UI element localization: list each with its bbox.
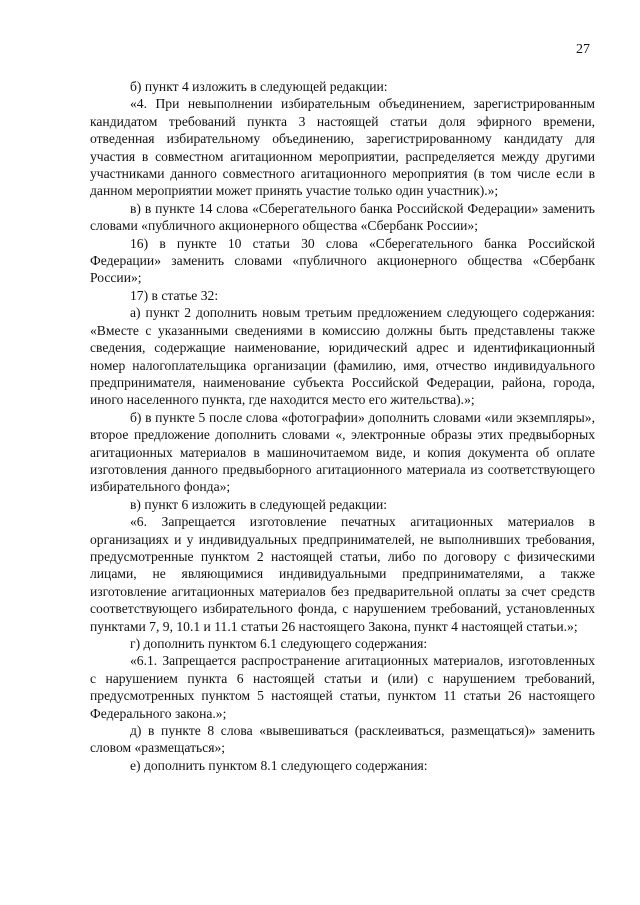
paragraph-v-item6: в) пункт 6 изложить в следующей редакции: (130, 496, 388, 512)
page-number: 27 (576, 42, 590, 57)
paragraph-16: 16) в пункте 10 статьи 30 слова «Сберегательного банка Российской Федерации» заменить словами «публичного акционерного общества «Сбербанк России»; (90, 235, 595, 286)
paragraph-b-item4: б) пункт 4 изложить в следующей редакции: (130, 79, 388, 94)
paragraph-g-item6-1: г) дополнить пунктом 6.1 следующего содержания: (130, 636, 428, 651)
paragraph-a-item2: а) пункт 2 дополнить новым третьим предложением следующего содержания: «Вместе с указанными сведениями в комиссию должны быть представлены также сведения, содержащие наименование, юридический адрес и идентификационный номер налогоплательщика организации (фамилию, имя, отчество индивидуального предпринимателя, наименование субъекта Российской Федерации, района, города, иного населенного пункта, где находится место его жительства).»; (90, 305, 595, 408)
paragraph-b-item5: б) в пункте 5 после слова «фотографии» дополнить словами «или экземпляры», второе предложение дополнить словами «, электронные образы этих предвыборных агитационных материалов в машиночитаемом виде, и копия документа об оплате изготовления данного предвыборного агитационного материала из соответствующего избирательного фонда»; (90, 409, 595, 495)
paragraph-17: 17) в статье 32: (130, 287, 219, 303)
paragraph-d-item8: д) в пункте 8 слова «вывешиваться (расклеиваться, размещаться)» заменить словом «размещаться»; (90, 723, 595, 756)
paragraph-item4-text: «4. При невыполнении избирательным объединением, зарегистрированным кандидатом требований пункта 3 настоящей статьи доля эфирного времени, отведенная избирательному объединению, зарегистрированному кандидату для участия в совместном агитационном мероприятии, распределяется между другими участниками данного совместного агитационного мероприятия (в том числе если в данном мероприятии может принять участие только один участник).»; (90, 96, 595, 199)
paragraph-e-item8-1: е) дополнить пунктом 8.1 следующего содержания: (130, 757, 428, 773)
paragraph-item6-text: «6. Запрещается изготовление печатных агитационных материалов в организациях и у индивидуальных предпринимателей, не выполнивших требования, предусмотренные пунктом 2 настоящей статьи, либо по договору с физическими лицами, не являющимися индивидуальными предпринимателями, а также изготовление агитационных материалов без предварительной оплаты за счет средств соответствующего избирательного фонда, с нарушением требований, установленных пунктами 7, 9, 10.1 и 11.1 статьи 26 настоящего Закона, пункт 4 настоящей статьи.»; (90, 514, 595, 634)
paragraph-item6-1-text: «6.1. Запрещается распространение агитационных материалов, изготовленных с нарушением пункта 6 настоящей статьи и (или) с нарушением требований, предусмотренных пунктом 5 настоящей статьи, пунктом 11 статьи 26 настоящего Федерального закона.»; (90, 653, 595, 721)
paragraph-v-item14: в) в пункте 14 слова «Сберегательного банка Российской Федерации» заменить словами «публичного акционерного общества «Сбербанк России»; (90, 200, 595, 234)
document-body (90, 78, 595, 774)
